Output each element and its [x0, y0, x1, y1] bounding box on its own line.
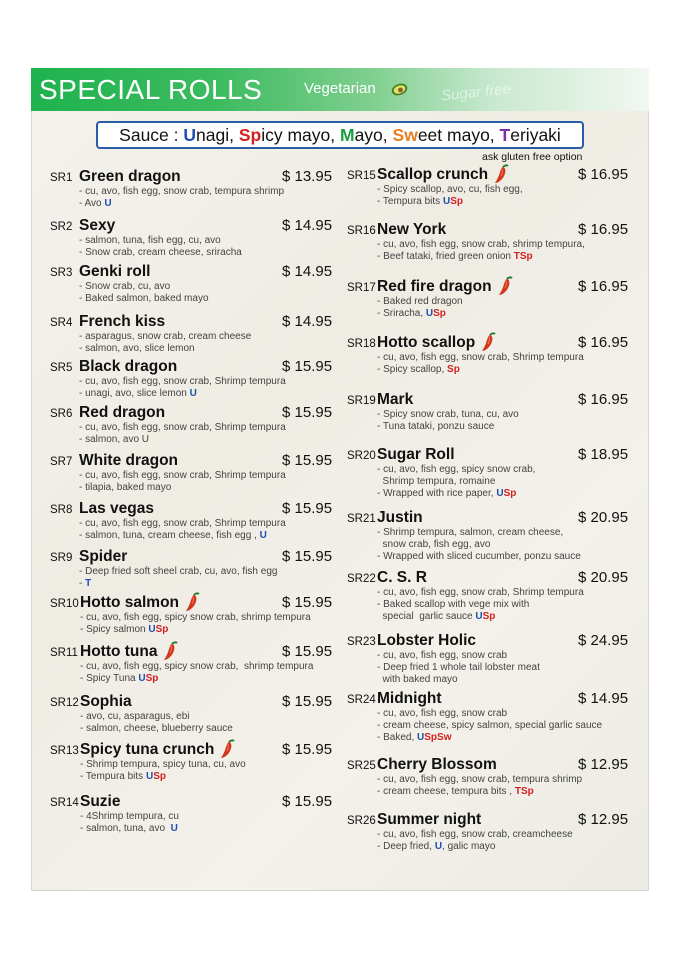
- item-description-line: [377, 650, 507, 662]
- item-description-line: [79, 530, 267, 542]
- item-price: $ 15.95: [282, 452, 333, 469]
- description-text: - Tempura bits: [80, 771, 146, 782]
- item-price: $ 15.95: [282, 500, 333, 517]
- item-name: Suzie: [80, 793, 121, 810]
- description-text: - cu, avo, fish egg, snow crab, tempura shrimp: [79, 186, 285, 197]
- description-text: - asparagus, snow crab, cream cheese: [79, 331, 252, 342]
- item-price: $ 20.95: [578, 509, 629, 526]
- item-price: $ 14.95: [578, 690, 629, 707]
- description-text: - 4Shrimp tempura, cu: [80, 811, 179, 822]
- item-code: SR19: [347, 395, 376, 407]
- item-description-line: [79, 470, 286, 482]
- description-text: - Wrapped with sliced cucumber, ponzu sauce: [377, 551, 581, 562]
- chili-pepper-icon: [479, 332, 497, 352]
- item-code: SR12: [50, 697, 79, 709]
- description-text: special garlic sauce: [377, 611, 476, 622]
- item-price: $ 15.95: [282, 548, 333, 565]
- description-text: - Shrimp tempura, salmon, cream cheese,: [377, 527, 564, 538]
- sauce-teriyaki-rest: eriyaki: [510, 125, 561, 145]
- item-description-line: [79, 186, 284, 198]
- sauce-code-tag: USp: [496, 488, 517, 499]
- description-text: - Baked salmon, baked mayo: [79, 293, 209, 304]
- item-name: Spicy tuna crunch: [80, 741, 215, 758]
- sauce-code-tag: USp: [145, 771, 166, 782]
- item-price: $ 15.95: [282, 793, 333, 810]
- item-description-line: [377, 464, 535, 476]
- item-name: Green dragon: [79, 168, 181, 185]
- item-description-line: [377, 587, 584, 599]
- item-name: French kiss: [79, 313, 166, 330]
- item-description-line: [80, 612, 311, 624]
- item-price: $ 14.95: [282, 263, 333, 280]
- description-text: - Baked scallop with vege mix with: [377, 599, 530, 610]
- sauce-code-tag: U: [434, 841, 443, 852]
- sauce-code-tag: U: [170, 823, 178, 834]
- description-text: - Deep fried soft sheel crab, cu, avo, fish egg: [79, 566, 278, 577]
- item-code: SR2: [50, 221, 73, 233]
- item-name: Sexy: [79, 217, 116, 234]
- item-description-line: [80, 673, 158, 685]
- item-description-line: [79, 578, 91, 590]
- item-code: SR23: [347, 636, 376, 648]
- item-name: Midnight: [377, 690, 442, 707]
- item-code: SR5: [50, 362, 73, 374]
- item-description-line: [377, 786, 534, 798]
- description-text: - cream cheese, spicy salmon, special garlic sauce: [377, 720, 603, 731]
- item-description-line: [377, 196, 463, 208]
- item-code: SR21: [347, 513, 376, 525]
- item-name: Las vegas: [79, 500, 154, 517]
- item-description-line: [377, 184, 523, 196]
- item-description-line: [80, 771, 166, 783]
- item-name: Cherry Blossom: [377, 756, 497, 773]
- description-text: - Snow crab, cu, avo: [79, 281, 171, 292]
- chili-pepper-icon: [183, 592, 201, 612]
- description-text: - cu, avo, fish egg, snow crab, Shrimp tempura: [79, 470, 286, 481]
- item-name: Justin: [377, 509, 423, 526]
- sauce-spicy-letter: Sp: [238, 125, 262, 145]
- item-name: Hotto scallop: [377, 334, 476, 351]
- item-code: SR26: [347, 815, 376, 827]
- item-price: $ 20.95: [578, 569, 629, 586]
- item-description-line: [80, 624, 168, 636]
- item-code: SR13: [50, 745, 79, 757]
- item-description-line: [377, 732, 452, 744]
- item-price: $ 16.95: [578, 221, 629, 238]
- description-text: - cream cheese, tempura bits ,: [377, 786, 515, 797]
- vegetarian-label: Vegetarian: [304, 80, 376, 97]
- item-description-line: [79, 376, 286, 388]
- description-text: - Sriracha,: [377, 308, 426, 319]
- item-description-line: [377, 551, 581, 563]
- item-description-line: [377, 409, 519, 421]
- description-text: - avo, cu, asparagus, ebi: [80, 711, 190, 722]
- sauce-code-tag: U: [259, 530, 267, 541]
- sauce-code-tag: TSp: [514, 786, 534, 797]
- description-text: - cu, avo, fish egg, snow crab, Shrimp tempura: [79, 376, 286, 387]
- item-code: SR22: [347, 573, 376, 585]
- sauce-code-tag: U: [189, 388, 197, 399]
- item-description-line: [377, 662, 540, 674]
- item-description-line: [377, 421, 494, 433]
- item-description-line: [377, 527, 563, 539]
- item-price: $ 16.95: [578, 334, 629, 351]
- description-text: - Tuna tataki, ponzu sauce: [377, 421, 495, 432]
- description-text: - Tempura bits: [377, 196, 443, 207]
- item-description-line: [377, 364, 460, 376]
- item-description-line: [377, 720, 602, 732]
- description-text: - Spicy salmon: [80, 624, 149, 635]
- item-description-line: [377, 774, 582, 786]
- item-description-line: [79, 343, 195, 355]
- item-description-line: [377, 308, 446, 320]
- description-text: - cu, avo, fish egg, snow crab, creamcheese: [377, 829, 573, 840]
- description-text: - salmon, avo U: [79, 434, 150, 445]
- item-code: SR9: [50, 552, 73, 564]
- item-name: Red dragon: [79, 404, 166, 421]
- item-code: SR7: [50, 456, 73, 468]
- description-text: - cu, avo, fish egg, spicy snow crab, shrimp tempura: [80, 612, 311, 623]
- item-price: $ 24.95: [578, 632, 629, 649]
- item-price: $ 16.95: [578, 391, 629, 408]
- item-code: SR15: [347, 170, 376, 182]
- item-code: SR20: [347, 450, 376, 462]
- item-name: Hotto tuna: [80, 643, 158, 660]
- item-description-line: [79, 331, 251, 343]
- item-name: Summer night: [377, 811, 482, 828]
- item-description-line: [377, 239, 585, 251]
- sauce-unagi-rest: nagi,: [196, 125, 239, 145]
- description-text: Shrimp tempura, romaine: [377, 476, 496, 487]
- item-code: SR17: [347, 282, 376, 294]
- sauce-prefix: Sauce :: [119, 125, 184, 145]
- item-name: White dragon: [79, 452, 179, 469]
- sauce-teriyaki-letter: T: [499, 125, 511, 145]
- item-description-line: [377, 611, 495, 623]
- description-text: -: [79, 578, 86, 589]
- header-banner: [31, 68, 649, 111]
- sauce-code-tag: U: [104, 198, 112, 209]
- item-description-line: [80, 661, 313, 673]
- description-text: - cu, avo, fish egg, snow crab: [377, 708, 508, 719]
- description-text: - Spicy scallop, avo, cu, fish egg,: [377, 184, 523, 195]
- sauce-code-tag: USp: [425, 308, 446, 319]
- item-code: SR16: [347, 225, 376, 237]
- item-price: $ 14.95: [282, 313, 333, 330]
- description-text: - cu, avo, fish egg, spicy snow crab, shrimp tempura: [80, 661, 314, 672]
- item-description-line: [79, 422, 286, 434]
- item-price: $ 15.95: [282, 693, 333, 710]
- item-code: SR6: [50, 408, 73, 420]
- item-description-line: [79, 198, 112, 210]
- description-text: - cu, avo, fish egg, snow crab, tempura shrimp: [377, 774, 583, 785]
- item-description-line: [377, 476, 495, 488]
- item-price: $ 15.95: [282, 404, 333, 421]
- item-price: $ 12.95: [578, 811, 629, 828]
- chili-pepper-icon: [218, 739, 236, 759]
- description-text: - cu, avo, fish egg, snow crab, shrimp tempura,: [377, 239, 585, 250]
- item-description-line: [377, 352, 584, 364]
- chili-pepper-icon: [492, 164, 510, 184]
- item-description-line: [79, 281, 170, 293]
- sauce-code-tag: TSp: [513, 251, 533, 262]
- item-price: $ 16.95: [578, 278, 629, 295]
- sauce-code-tag: USpSw: [417, 732, 452, 743]
- item-description-line: [79, 434, 149, 446]
- sauce-legend: [96, 121, 584, 149]
- item-description-line: [377, 488, 516, 500]
- description-text: - unagi, avo, slice lemon: [79, 388, 190, 399]
- item-description-line: [377, 251, 533, 263]
- item-code: SR18: [347, 338, 376, 350]
- item-code: SR4: [50, 317, 73, 329]
- sauce-mayo-letter: M: [340, 125, 355, 145]
- gluten-free-note: ask gluten free option: [482, 151, 583, 163]
- item-code: SR14: [50, 797, 79, 809]
- sauce-spicy-rest: icy mayo,: [261, 125, 340, 145]
- item-name: New York: [377, 221, 447, 238]
- avocado-icon: [391, 83, 408, 96]
- item-description-line: [79, 566, 277, 578]
- item-price: $ 15.95: [282, 741, 333, 758]
- sauce-sweet-rest: eet mayo,: [417, 125, 500, 145]
- sauce-code-tag: Sp: [447, 364, 460, 375]
- description-text: - salmon, tuna, avo: [80, 823, 171, 834]
- description-text: - Spicy scallop,: [377, 364, 448, 375]
- item-price: $ 13.95: [282, 168, 333, 185]
- item-description-line: [377, 539, 490, 551]
- description-text: snow crab, fish egg, avo: [377, 539, 491, 550]
- item-description-line: [80, 759, 246, 771]
- description-text: - salmon, tuna, fish egg, cu, avo: [79, 235, 221, 246]
- description-text: with baked mayo: [377, 674, 458, 685]
- item-description-line: [377, 296, 463, 308]
- description-text: - salmon, cheese, blueberry sauce: [80, 723, 233, 734]
- description-text: - Deep fried,: [377, 841, 435, 852]
- description-text: - cu, avo, fish egg, spicy snow crab,: [377, 464, 536, 475]
- description-text: - Baked red dragon: [377, 296, 463, 307]
- item-description-line: [79, 388, 197, 400]
- item-name: Red fire dragon: [377, 278, 492, 295]
- item-price: $ 15.95: [282, 594, 333, 611]
- item-code: SR25: [347, 760, 376, 772]
- description-text: - cu, avo, fish egg, snow crab, Shrimp tempura: [79, 422, 286, 433]
- item-description-line: [79, 293, 209, 305]
- item-name: Black dragon: [79, 358, 178, 375]
- item-name: Lobster Holic: [377, 632, 477, 649]
- description-text: - Baked,: [377, 732, 418, 743]
- item-price: $ 12.95: [578, 756, 629, 773]
- description-text: - cu, avo, fish egg, snow crab: [377, 650, 508, 661]
- item-code: SR24: [347, 694, 376, 706]
- sauce-code-tag: USp: [138, 673, 159, 684]
- item-name: Sophia: [80, 693, 132, 710]
- item-description-line: [377, 674, 458, 686]
- item-code: SR3: [50, 267, 73, 279]
- item-code: SR10: [50, 598, 79, 610]
- item-price: $ 15.95: [282, 358, 333, 375]
- description-text: - cu, avo, fish egg, snow crab, Shrimp tempura: [79, 518, 286, 529]
- page-title: SPECIAL ROLLS: [39, 74, 263, 105]
- sauce-unagi-letter: U: [183, 125, 197, 145]
- description-text: - Deep fried 1 whole tail lobster meat: [377, 662, 540, 673]
- item-price: $ 15.95: [282, 643, 333, 660]
- item-description-line: [80, 723, 233, 735]
- item-description-line: [377, 829, 573, 841]
- sauce-sweet-letter: Sw: [392, 125, 418, 145]
- description-text: - salmon, avo, slice lemon: [79, 343, 195, 354]
- item-code: SR11: [50, 647, 78, 659]
- description-text: - cu, avo, fish egg, snow crab, Shrimp tempura: [377, 352, 584, 363]
- item-name: Genki roll: [79, 263, 151, 280]
- item-name: Sugar Roll: [377, 446, 455, 463]
- chili-pepper-icon: [161, 641, 179, 661]
- item-code: SR1: [50, 172, 73, 184]
- description-text: - Snow crab, cream cheese, sriracha: [79, 247, 242, 258]
- description-suffix: , galic mayo: [442, 841, 496, 852]
- description-text: - tilapia, baked mayo: [79, 482, 172, 493]
- sauce-code-tag: T: [85, 578, 92, 589]
- item-price: $ 16.95: [578, 166, 629, 183]
- item-description-line: [79, 235, 221, 247]
- item-description-line: [80, 811, 179, 823]
- item-description-line: [79, 247, 242, 259]
- sugar-free-label: Sugar free: [440, 80, 512, 105]
- description-text: - Wrapped with rice paper,: [377, 488, 497, 499]
- sauce-mayo-rest: ayo,: [354, 125, 393, 145]
- description-text: - Spicy Tuna: [80, 673, 139, 684]
- sauce-code-tag: USp: [148, 624, 169, 635]
- item-description-line: [79, 482, 171, 494]
- item-description-line: [79, 518, 286, 530]
- sauce-code-tag: USp: [442, 196, 463, 207]
- item-description-line: [377, 708, 507, 720]
- item-code: SR8: [50, 504, 73, 516]
- item-description-line: [377, 599, 529, 611]
- description-text: - Beef tataki, fried green onion: [377, 251, 514, 262]
- item-price: $ 18.95: [578, 446, 629, 463]
- item-name: Scallop crunch: [377, 166, 489, 183]
- item-name: C. S. R: [377, 569, 427, 586]
- item-description-line: [80, 711, 190, 723]
- sauce-code-tag: USp: [475, 611, 496, 622]
- description-text: - salmon, tuna, cream cheese, fish egg ,: [79, 530, 260, 541]
- description-text: - Avo: [79, 198, 105, 209]
- description-text: - Spicy snow crab, tuna, cu, avo: [377, 409, 519, 420]
- item-name: Mark: [377, 391, 414, 408]
- description-text: - Shrimp tempura, spicy tuna, cu, avo: [80, 759, 246, 770]
- item-name: Hotto salmon: [80, 594, 180, 611]
- chili-pepper-icon: [496, 276, 514, 296]
- item-name: Spider: [79, 548, 128, 565]
- item-description-line: [80, 823, 178, 835]
- item-description-line: [377, 841, 495, 853]
- item-price: $ 14.95: [282, 217, 333, 234]
- description-text: - cu, avo, fish egg, snow crab, Shrimp tempura: [377, 587, 584, 598]
